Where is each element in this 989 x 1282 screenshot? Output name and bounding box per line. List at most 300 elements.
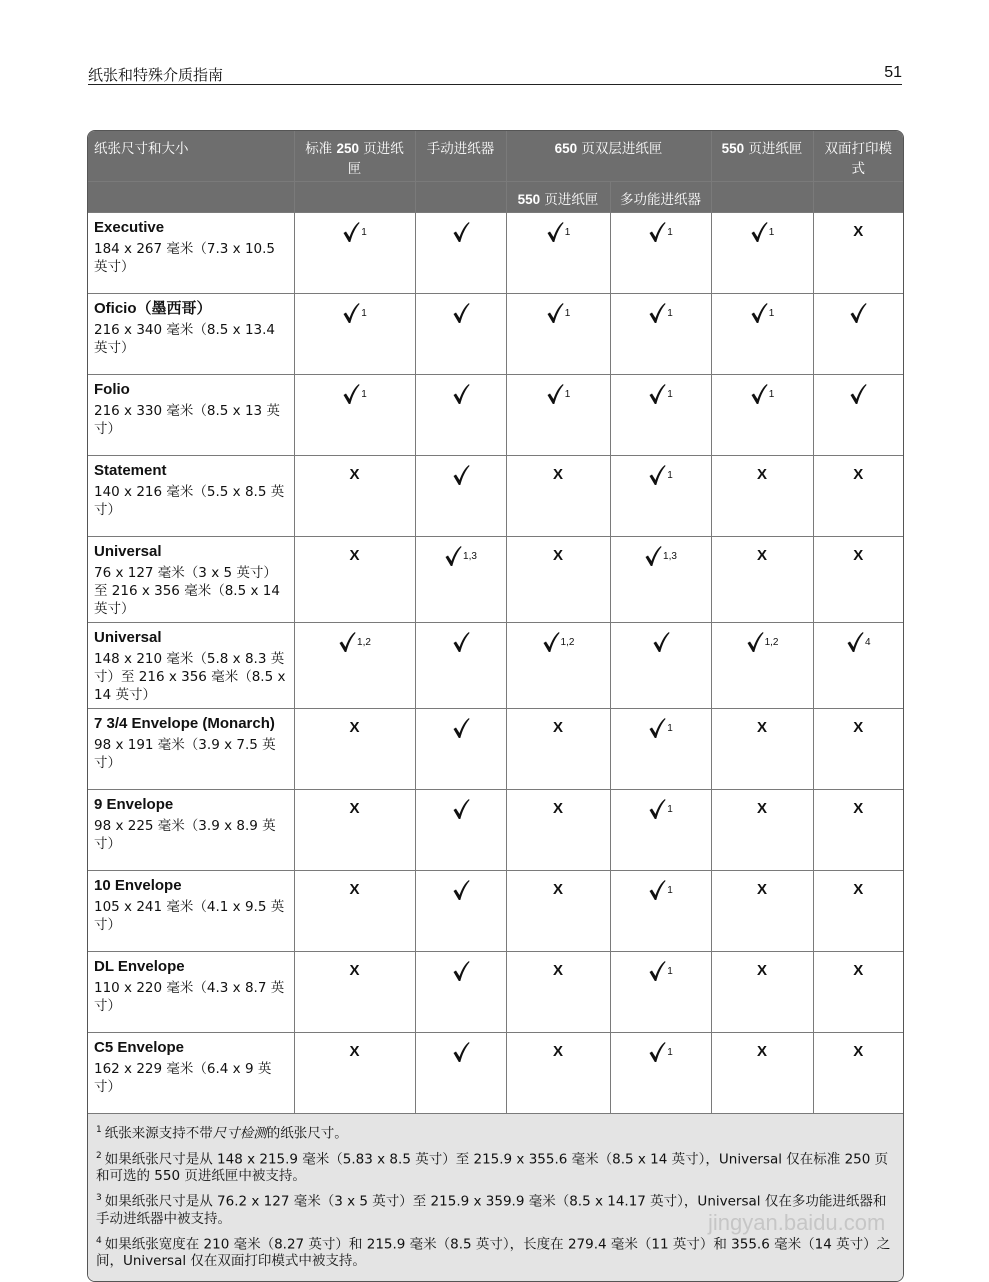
unsupported-mark — [349, 798, 359, 817]
unsupported-mark — [553, 464, 563, 483]
support-cell — [506, 709, 610, 790]
checkmark-icon — [644, 545, 662, 567]
checkmark-icon — [452, 464, 470, 486]
footnote-ref: 1 — [564, 389, 571, 400]
support-cell — [711, 213, 813, 294]
footnote-ref: 1 — [667, 227, 673, 238]
support-cell — [415, 623, 506, 709]
check-icon — [542, 631, 575, 653]
paper-size-cell — [88, 790, 294, 871]
checkmark-icon — [546, 302, 564, 324]
support-cell — [813, 1033, 903, 1114]
footnote-text: 如果纸张宽度在 210 毫米（8.27 英寸）和 215.9 毫米（8.5 英寸），长度在 279.4 毫米（11 英寸）和 355.6 毫米（14 英寸）之间，Universal 仅在双面打印模式中被支持。 — [96, 1236, 891, 1269]
support-cell — [610, 623, 711, 709]
x-icon: X — [853, 881, 864, 898]
supported-mark — [648, 221, 673, 247]
check-icon — [452, 383, 470, 405]
table-row — [88, 709, 903, 790]
supported-mark — [542, 631, 575, 657]
baidu-watermark-url: jingyan.baidu.com — [708, 1210, 886, 1235]
checkmark-icon — [452, 717, 470, 739]
support-cell — [294, 871, 415, 952]
unsupported-mark — [757, 879, 767, 898]
footnote-ref: 1 — [768, 227, 775, 238]
support-cell — [294, 294, 415, 375]
support-cell — [813, 790, 903, 871]
footnote-number: 2 — [96, 1150, 102, 1161]
footnote-1 — [96, 1122, 895, 1143]
supported-mark — [648, 1041, 673, 1067]
footnote-ref: 1 — [667, 470, 673, 481]
table-row — [88, 1033, 903, 1114]
support-cell — [294, 1033, 415, 1114]
footnote-ref: 1 — [361, 227, 367, 238]
x-icon: X — [853, 800, 864, 817]
checkmark-icon — [452, 960, 470, 982]
footnote-ref: 4 — [864, 637, 871, 648]
unsupported-mark — [757, 464, 767, 483]
paper-size-name: Oficio（墨西哥） — [94, 300, 212, 317]
checkmark-icon — [546, 383, 564, 405]
footnote-ref: 1,3 — [663, 551, 677, 562]
support-cell — [294, 790, 415, 871]
paper-size-dimensions: 76 x 127 毫米（3 x 5 英寸）至 216 x 356 毫米（8.5 x 14 英寸） — [94, 565, 280, 617]
x-icon: X — [349, 881, 360, 898]
support-cell — [711, 871, 813, 952]
support-cell — [610, 213, 711, 294]
checkmark-icon — [452, 302, 470, 324]
check-icon — [648, 798, 673, 820]
checkmark-icon — [452, 798, 470, 820]
x-icon: X — [552, 1043, 563, 1060]
supported-mark — [342, 302, 367, 328]
supported-mark — [546, 221, 571, 247]
paper-size-name: 10 Envelope — [94, 877, 182, 894]
paper-size-cell — [88, 294, 294, 375]
supported-mark — [338, 631, 371, 657]
supported-mark — [648, 383, 673, 409]
footnote-ref: 1 — [768, 389, 775, 400]
supported-mark — [452, 879, 470, 905]
support-cell — [415, 871, 506, 952]
checkmark-icon — [648, 879, 666, 901]
support-cell — [610, 537, 711, 623]
table-row — [88, 456, 903, 537]
table-row — [88, 537, 903, 623]
checkmark-icon — [648, 302, 666, 324]
supported-mark — [648, 302, 673, 328]
unsupported-mark — [853, 798, 863, 817]
footnote-text: 的纸张尺寸。 — [266, 1125, 348, 1142]
supported-mark — [648, 960, 673, 986]
support-cell — [711, 1033, 813, 1114]
supported-mark — [648, 798, 673, 824]
paper-size-dimensions: 216 x 330 毫米（8.5 x 13 英寸） — [94, 403, 280, 437]
checkmark-icon — [452, 1041, 470, 1063]
paper-size-name: DL Envelope — [94, 958, 185, 975]
paper-size-cell — [88, 871, 294, 952]
check-icon — [648, 383, 673, 405]
check-icon — [452, 798, 470, 820]
checkmark-icon — [648, 960, 666, 982]
header-manual-feeder: 手动进纸器 — [415, 131, 506, 182]
paper-size-cell — [88, 623, 294, 709]
checkmark-icon — [746, 631, 764, 653]
paper-size-dimensions: 98 x 191 毫米（3.9 x 7.5 英寸） — [94, 737, 276, 771]
unsupported-mark — [349, 960, 359, 979]
checkmark-icon — [652, 631, 670, 653]
supported-mark — [452, 717, 470, 743]
check-icon — [546, 383, 571, 405]
support-cell — [294, 623, 415, 709]
unsupported-mark — [553, 798, 563, 817]
paper-size-dimensions: 98 x 225 毫米（3.9 x 8.9 英寸） — [94, 818, 276, 852]
checkmark-icon — [338, 631, 356, 653]
footnotes — [88, 1114, 903, 1281]
x-icon: X — [552, 466, 563, 483]
unsupported-mark — [553, 545, 563, 564]
paper-size-name: Universal — [94, 629, 162, 646]
support-cell — [711, 709, 813, 790]
support-cell — [813, 456, 903, 537]
supported-mark — [452, 631, 470, 657]
unsupported-mark — [553, 960, 563, 979]
x-icon: X — [757, 719, 768, 736]
support-cell — [813, 871, 903, 952]
footnote-4 — [96, 1233, 895, 1271]
footnote-text: 纸张来源支持不带 — [104, 1125, 213, 1142]
unsupported-mark — [757, 960, 767, 979]
table-row — [88, 790, 903, 871]
footnote-ref: 1 — [667, 308, 673, 319]
x-icon: X — [349, 962, 360, 979]
support-cell — [711, 623, 813, 709]
x-icon: X — [757, 547, 768, 564]
unsupported-mark — [349, 879, 359, 898]
support-cell — [610, 294, 711, 375]
check-icon — [648, 464, 673, 486]
footnote-ref: 1 — [361, 389, 367, 400]
checkmark-icon — [846, 631, 864, 653]
supported-mark — [846, 631, 871, 657]
subheader-blank — [813, 182, 903, 213]
footnote-text: 如果纸张尺寸是从 148 x 215.9 毫米（5.83 x 8.5 英寸）至 215.9 x 355.6 毫米（8.5 x 14 英寸），Universal 仅在标准 250 页和可选的 550 页进纸匣中被支持。 — [96, 1151, 889, 1184]
unsupported-mark — [757, 717, 767, 736]
paper-size-cell — [88, 375, 294, 456]
footnote-ref: 1 — [667, 723, 673, 734]
support-cell — [506, 213, 610, 294]
supported-mark — [849, 302, 867, 328]
check-icon — [750, 221, 775, 243]
unsupported-mark — [349, 717, 359, 736]
check-icon — [444, 545, 477, 567]
paper-size-name: C5 Envelope — [94, 1039, 185, 1056]
support-cell — [610, 952, 711, 1033]
supported-mark — [452, 798, 470, 824]
paper-size-dimensions: 162 x 229 毫米（6.4 x 9 英寸） — [94, 1061, 272, 1095]
unsupported-mark — [853, 545, 863, 564]
footnote-ref: 1 — [667, 966, 673, 977]
checkmark-icon — [750, 383, 768, 405]
x-icon: X — [552, 962, 563, 979]
support-cell — [294, 952, 415, 1033]
paper-size-dimensions: 184 x 267 毫米（7.3 x 10.5 英寸） — [94, 241, 275, 275]
table-row — [88, 294, 903, 375]
checkmark-icon — [648, 717, 666, 739]
footnote-ref: 1,2 — [764, 637, 779, 648]
subheader-550-tray: 550 页进纸匣 — [506, 182, 610, 213]
supported-mark — [452, 383, 470, 409]
unsupported-mark — [553, 879, 563, 898]
check-icon — [648, 1041, 673, 1063]
support-cell — [294, 709, 415, 790]
x-icon: X — [552, 800, 563, 817]
paper-size-name: 9 Envelope — [94, 796, 174, 813]
support-cell — [415, 952, 506, 1033]
supported-mark — [652, 631, 670, 657]
support-cell — [506, 456, 610, 537]
unsupported-mark — [853, 717, 863, 736]
checkmark-icon — [648, 1041, 666, 1063]
checkmark-icon — [342, 221, 360, 243]
paper-size-dimensions: 140 x 216 毫米（5.5 x 8.5 英寸） — [94, 484, 285, 518]
support-cell — [813, 537, 903, 623]
footnote-ref: 1 — [361, 308, 367, 319]
support-cell — [610, 871, 711, 952]
support-cell — [415, 1033, 506, 1114]
checkmark-icon — [648, 383, 666, 405]
checkmark-icon — [849, 383, 867, 405]
check-icon — [342, 383, 367, 405]
check-icon — [652, 631, 670, 653]
footnote-number: 4 — [96, 1235, 102, 1246]
paper-size-cell — [88, 537, 294, 623]
support-cell — [711, 537, 813, 623]
x-icon: X — [552, 719, 563, 736]
unsupported-mark — [853, 1041, 863, 1060]
x-icon: X — [552, 881, 563, 898]
x-icon: X — [853, 547, 864, 564]
support-cell — [813, 375, 903, 456]
checkmark-icon — [342, 302, 360, 324]
support-cell — [506, 623, 610, 709]
check-icon — [648, 302, 673, 324]
check-icon — [452, 631, 470, 653]
checkmark-icon — [546, 221, 564, 243]
checkmark-icon — [750, 221, 768, 243]
footnote-ref: 1 — [768, 308, 775, 319]
footnote-ref: 1,2 — [357, 637, 371, 648]
paper-size-name: Universal — [94, 543, 162, 560]
checkmark-icon — [750, 302, 768, 324]
checkmark-icon — [648, 464, 666, 486]
unsupported-mark — [853, 221, 863, 240]
support-cell — [813, 623, 903, 709]
x-icon: X — [853, 719, 864, 736]
footnote-number: 3 — [96, 1193, 102, 1203]
paper-size-name: 7 3/4 Envelope (Monarch) — [94, 715, 275, 732]
support-cell — [506, 952, 610, 1033]
check-icon — [846, 631, 871, 653]
paper-size-name: Executive — [94, 219, 165, 236]
supported-mark — [546, 302, 571, 328]
support-cell — [415, 213, 506, 294]
unsupported-mark — [757, 1041, 767, 1060]
checkmark-icon — [542, 631, 560, 653]
table-row — [88, 952, 903, 1033]
footnote-text: 如果纸张尺寸是从 76.2 x 127 毫米（3 x 5 英寸）至 215.9 x 359.9 毫米（8.5 x 14.17 英寸），Universal 仅在多功能进纸器和手动进纸器中被支持。 — [96, 1193, 887, 1227]
footnote-ref: 1,3 — [463, 551, 477, 562]
supported-mark — [444, 545, 477, 571]
footnote-ref: 1 — [564, 227, 571, 238]
checkmark-icon — [452, 221, 470, 243]
table-row — [88, 871, 903, 952]
subheader-blank — [88, 182, 294, 213]
paper-size-dimensions: 148 x 210 毫米（5.8 x 8.3 英寸）至 216 x 356 毫米（8.5 x 14 英寸） — [94, 651, 286, 703]
page-number: 51 — [884, 64, 902, 81]
table-row — [88, 375, 903, 456]
check-icon — [452, 717, 470, 739]
checkmark-icon — [849, 302, 867, 324]
paper-size-dimensions: 110 x 220 毫米（4.3 x 8.7 英寸） — [94, 980, 285, 1014]
support-cell — [711, 790, 813, 871]
supported-mark — [342, 221, 367, 247]
support-cell — [294, 375, 415, 456]
x-icon: X — [757, 962, 768, 979]
support-cell — [610, 375, 711, 456]
support-cell — [711, 294, 813, 375]
check-icon — [452, 960, 470, 982]
header-duplex: 双面打印模式 — [813, 131, 903, 182]
support-cell — [415, 375, 506, 456]
support-cell — [415, 537, 506, 623]
unsupported-mark — [553, 1041, 563, 1060]
checkmark-icon — [444, 545, 462, 567]
support-cell — [506, 790, 610, 871]
table-row — [88, 213, 903, 294]
section-title: 纸张和特殊介质指南 — [88, 66, 224, 84]
unsupported-mark — [853, 464, 863, 483]
support-cell — [415, 456, 506, 537]
support-cell — [813, 709, 903, 790]
check-icon — [452, 302, 470, 324]
supported-mark — [644, 545, 677, 571]
support-cell — [813, 294, 903, 375]
paper-size-name: Statement — [94, 462, 167, 479]
x-icon: X — [349, 1043, 360, 1060]
support-cell — [506, 375, 610, 456]
supported-mark — [750, 221, 775, 247]
check-icon — [750, 302, 775, 324]
paper-size-dimensions: 216 x 340 毫米（8.5 x 13.4 英寸） — [94, 322, 275, 356]
x-icon: X — [853, 466, 864, 483]
support-cell — [294, 213, 415, 294]
x-icon: X — [349, 547, 360, 564]
support-cell — [415, 294, 506, 375]
support-cell — [506, 537, 610, 623]
paper-size-cell — [88, 709, 294, 790]
page-header — [88, 62, 902, 85]
supported-mark — [648, 464, 673, 490]
supported-mark — [452, 464, 470, 490]
footnote-emphasis: 尺寸检测 — [212, 1125, 267, 1142]
support-cell — [415, 790, 506, 871]
paper-size-dimensions: 105 x 241 毫米（4.1 x 9.5 英寸） — [94, 899, 285, 933]
unsupported-mark — [757, 545, 767, 564]
paper-size-cell — [88, 213, 294, 294]
unsupported-mark — [853, 879, 863, 898]
support-cell — [294, 537, 415, 623]
checkmark-icon — [452, 383, 470, 405]
supported-mark — [849, 383, 867, 409]
support-cell — [711, 456, 813, 537]
support-cell — [506, 294, 610, 375]
support-cell — [415, 709, 506, 790]
check-icon — [342, 221, 367, 243]
support-cell — [294, 456, 415, 537]
check-icon — [452, 1041, 470, 1063]
check-icon — [849, 302, 867, 324]
unsupported-mark — [553, 717, 563, 736]
support-cell — [813, 213, 903, 294]
header-standard-250-tray: 标准 250 页进纸匣 — [294, 131, 415, 182]
check-icon — [648, 717, 673, 739]
x-icon: X — [349, 719, 360, 736]
unsupported-mark — [349, 464, 359, 483]
table-row — [88, 623, 903, 709]
subheader-blank — [711, 182, 813, 213]
check-icon — [546, 221, 571, 243]
unsupported-mark — [349, 545, 359, 564]
supported-mark — [648, 879, 673, 905]
footnote-ref: 1 — [564, 308, 571, 319]
header-650-duo-drawer: 650 页双层进纸匣 — [506, 131, 711, 182]
check-icon — [338, 631, 371, 653]
header-550-tray: 550 页进纸匣 — [711, 131, 813, 182]
unsupported-mark — [349, 1041, 359, 1060]
footnote-ref: 1,2 — [560, 637, 575, 648]
x-icon: X — [853, 962, 864, 979]
footnote-ref: 1 — [667, 1047, 673, 1058]
check-icon — [750, 383, 775, 405]
checkmark-icon — [648, 221, 666, 243]
support-cell — [506, 1033, 610, 1114]
check-icon — [546, 302, 571, 324]
footnote-ref: 1 — [667, 804, 673, 815]
supported-mark — [452, 1041, 470, 1067]
x-icon: X — [853, 223, 864, 240]
x-icon: X — [757, 881, 768, 898]
supported-mark — [750, 383, 775, 409]
checkmark-icon — [452, 879, 470, 901]
subheader-blank — [415, 182, 506, 213]
supported-mark — [342, 383, 367, 409]
unsupported-mark — [853, 960, 863, 979]
support-cell — [610, 1033, 711, 1114]
subheader-blank — [294, 182, 415, 213]
support-cell — [610, 456, 711, 537]
support-cell — [711, 375, 813, 456]
supported-mark — [750, 302, 775, 328]
supported-mark — [452, 960, 470, 986]
checkmark-icon — [648, 798, 666, 820]
paper-size-cell — [88, 1033, 294, 1114]
check-icon — [746, 631, 779, 653]
x-icon: X — [757, 466, 768, 483]
supported-mark — [452, 221, 470, 247]
supported-mark — [452, 302, 470, 328]
footnote-ref: 1 — [667, 389, 673, 400]
